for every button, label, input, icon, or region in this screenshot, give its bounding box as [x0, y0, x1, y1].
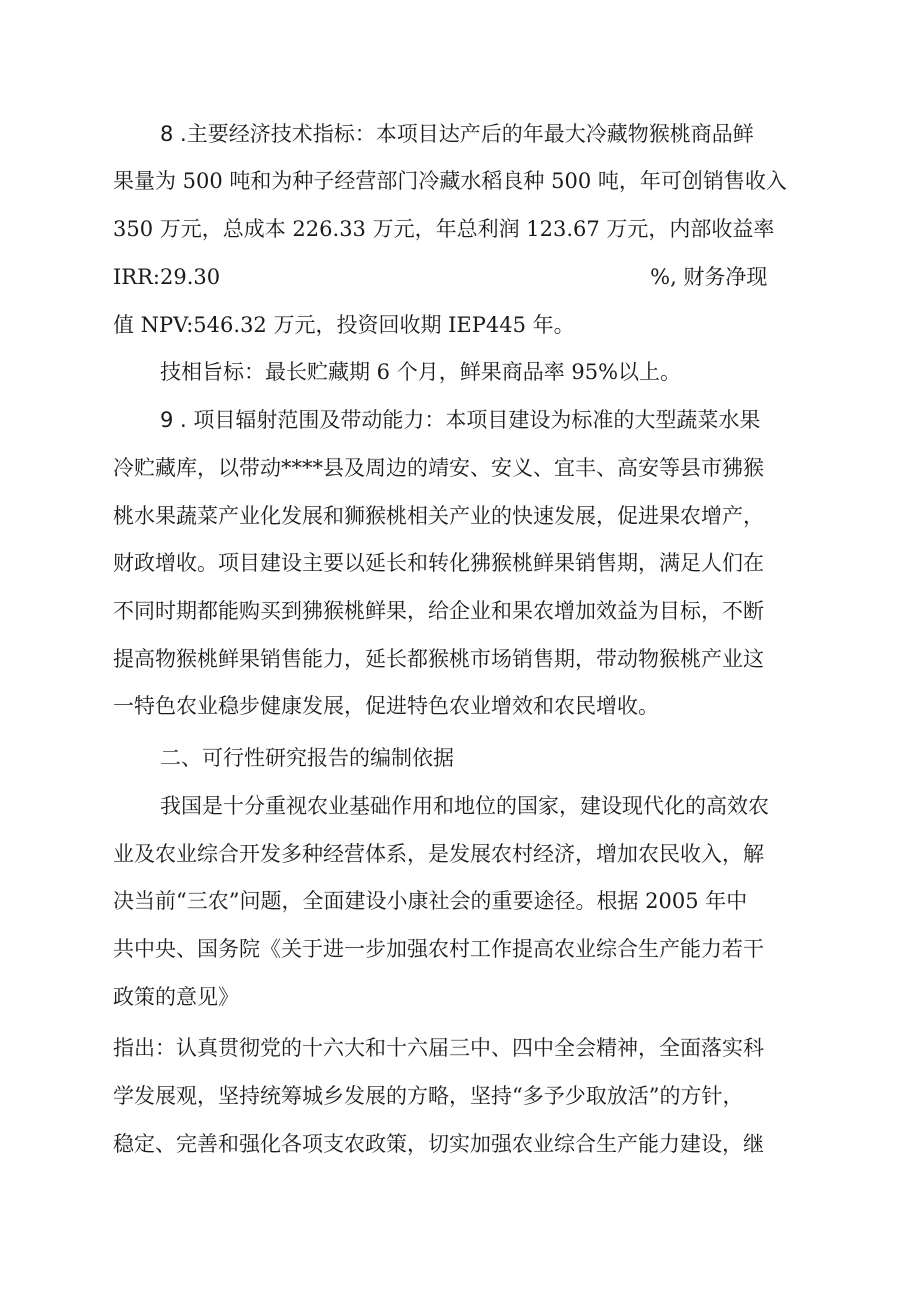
section-8-line-1: [160, 119, 754, 149]
section-2-para-2-line-2: 学发展观，坚持统筹城乡发展的方略，坚持“多予少取放活”的方针，: [113, 1084, 744, 1108]
section-2-para-1-line-4: 共中央、国务院《关于进一步加强农村工作提高农业综合生产能力若干: [113, 937, 764, 961]
npv-label: %, 财务净现: [650, 265, 768, 289]
section-2-para-1-line-2: 业及农业综合开发多种经营体系，是发展农村经济，增加农民收入，解: [113, 842, 764, 866]
section-8-text: 本项目达产后的年最大冷藏物猴桃商品鲜: [375, 122, 754, 146]
section-9-line-3: 桃水果蔬菜产业化发展和狮猴桃相关产业的快速发展，促进果农增产，: [113, 504, 764, 528]
section-2-heading: 二、可行性研究报告的编制依据: [160, 746, 454, 770]
section-2-para-1-line-3: 决当前“三农”问题，全面建设小康社会的重要途径。根据 2005 年中: [113, 889, 748, 913]
irr-value: IRR:29.30: [113, 265, 221, 289]
section-9-text: 本项目建设为标准的大型蔬菜水果: [445, 408, 761, 432]
tech-target-text: 最长贮藏期 6 个月，鲜果商品率 95%以上。: [265, 360, 682, 384]
section-9-label: 9 . 项目辐射范围及带动能力：: [160, 408, 446, 432]
section-9-line-5: 不同时期都能购买到狒猴桃鲜果，给企业和果农增加效益为目标，不断: [113, 599, 764, 623]
section-9-line-2: 冷贮藏库，以带动****县及周边的靖安、安义、宜丰、高安等县市狒猴: [113, 456, 764, 480]
section-2-para-2-line-1: 指出：认真贯彻党的十六大和十六届三中、四中全会精神，全面落实科: [113, 1036, 764, 1060]
tech-target-line: [160, 357, 681, 387]
section-8-line-5: 值 NPV:546.32 万元，投资回收期 IEP445 年。: [113, 313, 575, 337]
section-9-line-7: 一特色农业稳步健康发展，促进特色农业增效和农民增收。: [113, 694, 659, 718]
section-2-para-1-line-1: 我国是十分重视农业基础作用和地位的国家，建设现代化的高效农: [160, 794, 769, 818]
section-9-line-6: 提高物猴桃鲜果销售能力，延长都猴桃市场销售期，带动物猴桃产业这: [113, 647, 764, 671]
section-9-line-1: [160, 405, 760, 435]
section-8-line-3: 350 万元，总成本 226.33 万元，年总利润 123.67 万元，内部收益率: [113, 217, 775, 241]
section-8-line-4: [113, 262, 767, 292]
section-8-label: 8 .主要经济技术指标：: [160, 122, 376, 146]
section-9-line-4: 财政增收。项目建设主要以延长和转化狒猴桃鲜果销售期，满足人们在: [113, 551, 764, 575]
section-2-para-2-line-3: 稳定、完善和强化各项支农政策，切实加强农业综合生产能力建设，继: [113, 1132, 764, 1156]
tech-target-label: 技相旨标：: [160, 360, 265, 384]
section-8-line-2: 果量为 500 吨和为种子经营部门冷藏水稻良种 500 吨，年可创销售收入: [113, 169, 787, 193]
section-2-para-1-line-5: 政策的意见》: [113, 985, 239, 1009]
